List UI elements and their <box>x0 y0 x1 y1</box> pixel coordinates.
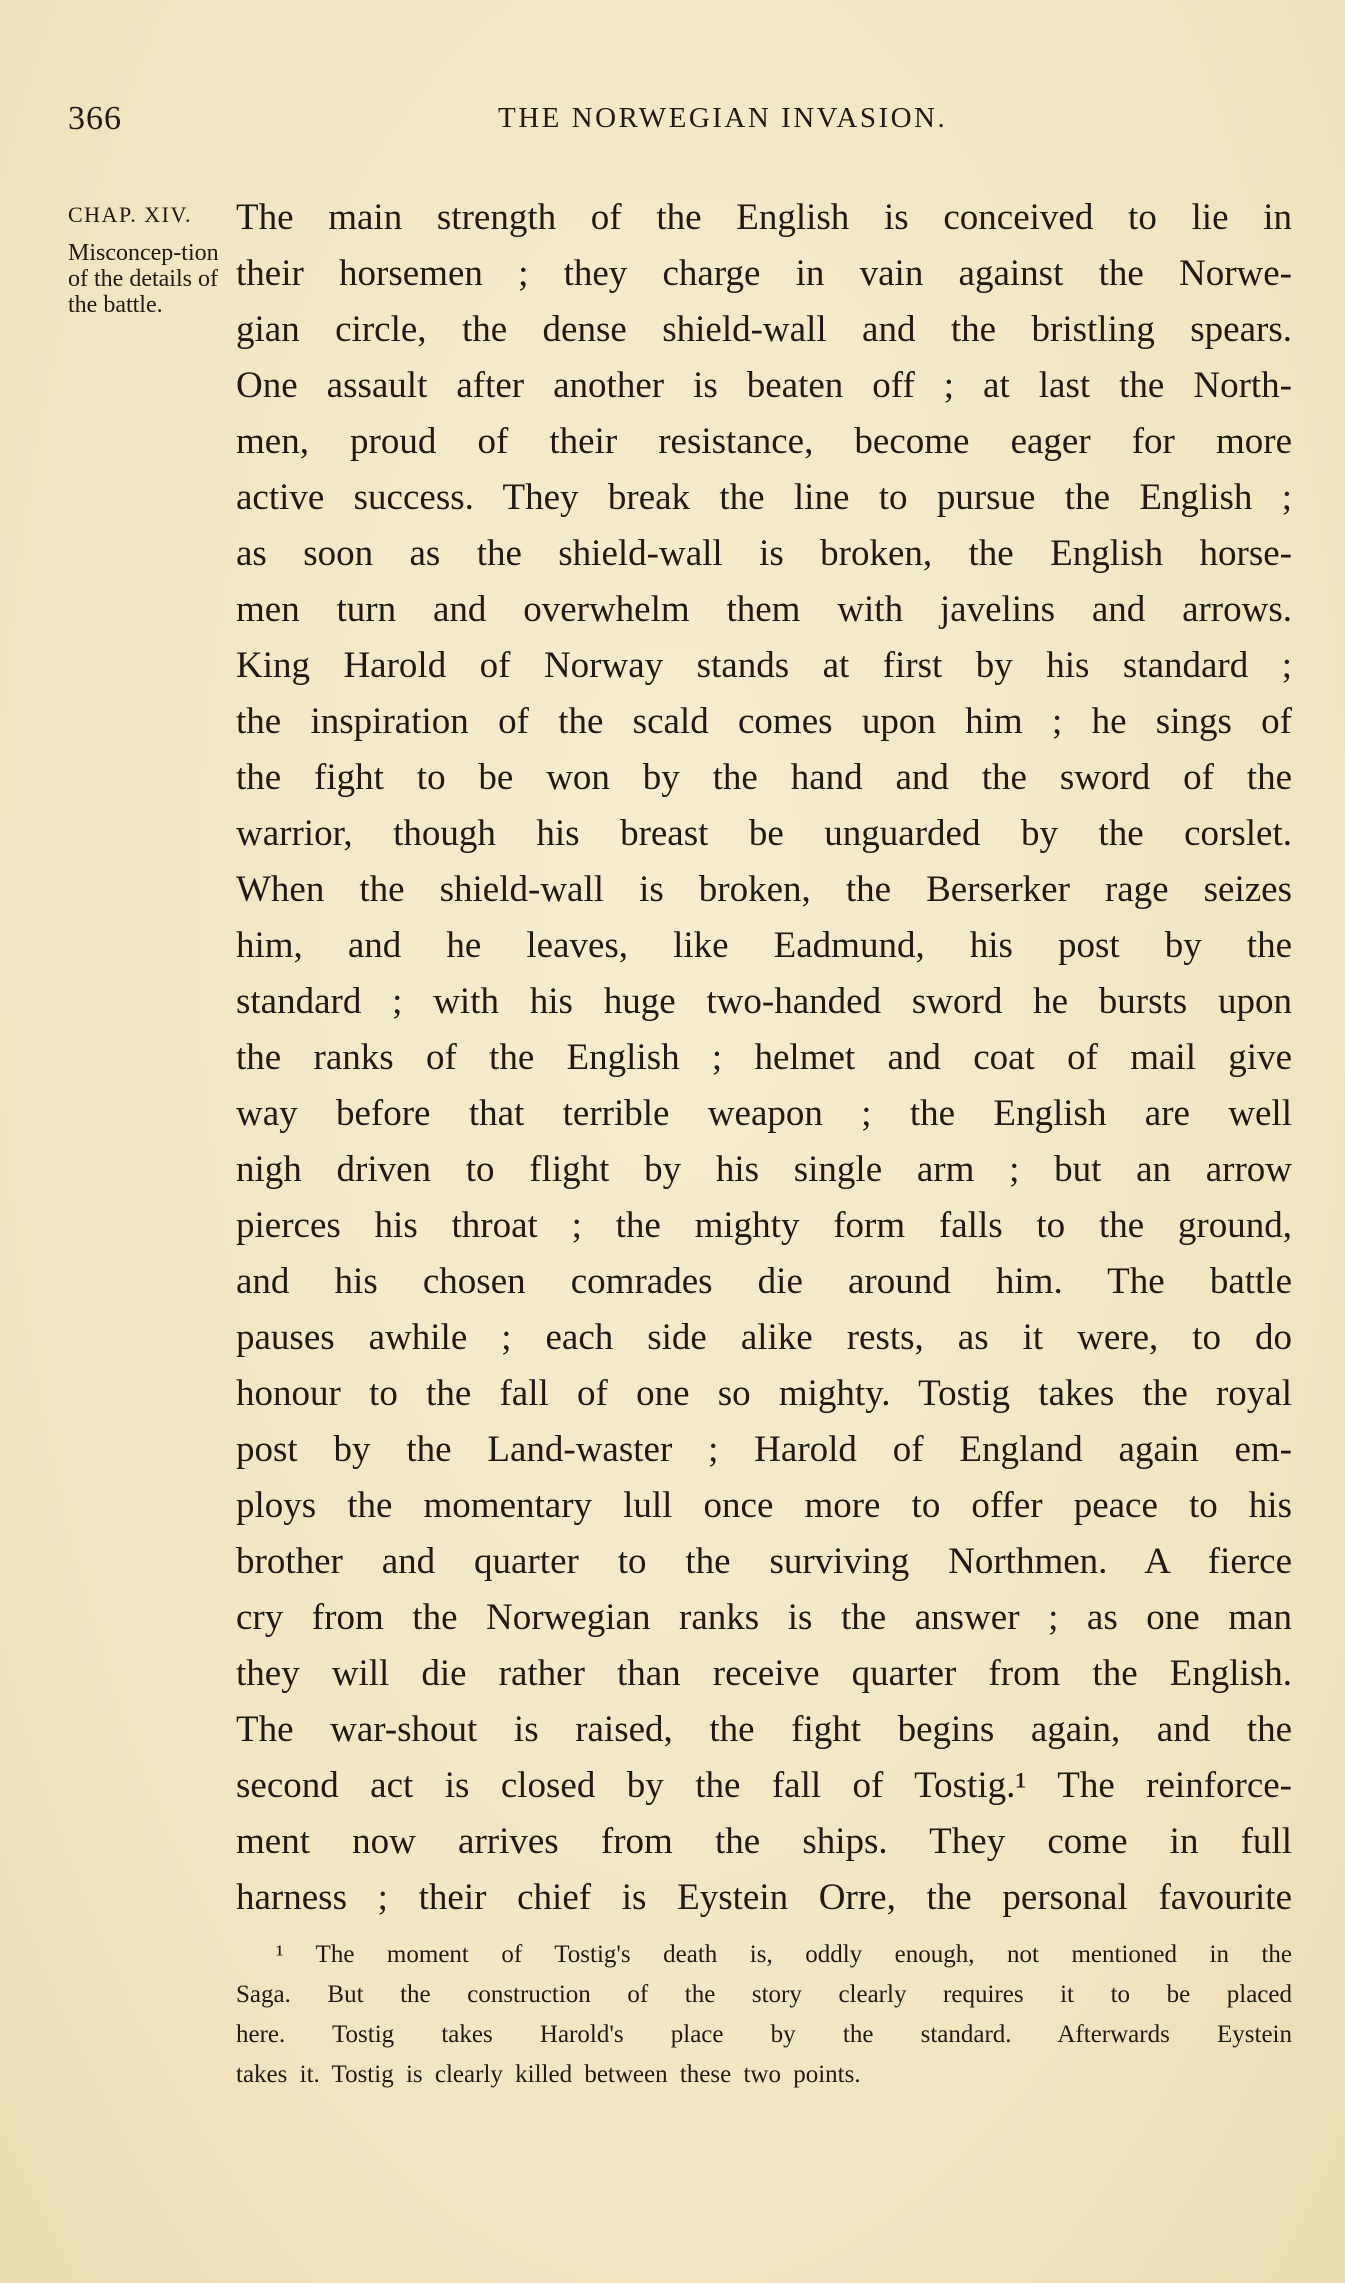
body-line: men, proud of their resistance, become eager for more <box>236 421 1292 462</box>
running-head <box>68 100 1298 150</box>
chapter-label: CHAP. XIV. <box>68 202 193 227</box>
running-title: THE NORWEGIAN INVASION. <box>498 102 948 134</box>
footnote-line: Saga. But the construction of the story clearly requires it to be placed <box>236 1981 1292 2008</box>
body-line: post by the Land-waster ; Harold of England again em- <box>236 1429 1292 1470</box>
body-line: second act is closed by the fall of Tostig.¹ The reinforce- <box>236 1765 1292 1806</box>
body-line: men turn and overwhelm them with javelins and arrows. <box>236 589 1292 630</box>
body-line: gian circle, the dense shield-wall and the bristling spears. <box>236 309 1292 350</box>
body-line: way before that terrible weapon ; the English are well <box>236 1093 1292 1134</box>
body-line: nigh driven to flight by his single arm ; but an arrow <box>236 1149 1292 1190</box>
body-line: pierces his throat ; the mighty form falls to the ground, <box>236 1205 1292 1246</box>
body-line: King Harold of Norway stands at first by his standard ; <box>236 645 1292 686</box>
body-line: brother and quarter to the surviving Northmen. A fierce <box>236 1541 1292 1582</box>
body-line: When the shield-wall is broken, the Berserker rage seizes <box>236 869 1292 910</box>
body-line: active success. They break the line to pursue the English ; <box>236 477 1292 518</box>
body-line: the fight to be won by the hand and the sword of the <box>236 757 1292 798</box>
body-line: and his chosen comrades die around him. The battle <box>236 1261 1292 1302</box>
body-line: pauses awhile ; each side alike rests, as it were, to do <box>236 1317 1292 1358</box>
body-line: cry from the Norwegian ranks is the answer ; as one man <box>236 1597 1292 1638</box>
body-line: harness ; their chief is Eystein Orre, the personal favourite <box>236 1877 1292 1918</box>
body-text <box>236 190 1292 1926</box>
body-line: The war-shout is raised, the fight begins again, and the <box>236 1709 1292 1750</box>
body-line: they will die rather than receive quarter from the English. <box>236 1653 1292 1694</box>
page-number: 366 <box>68 100 122 137</box>
margin-notes <box>68 200 228 318</box>
footnote-line: here. Tostig takes Harold's place by the standard. Afterwards Eystein <box>236 2021 1292 2048</box>
footnote <box>236 1935 1292 2095</box>
body-line: the inspiration of the scald comes upon him ; he sings of <box>236 701 1292 742</box>
body-line: The main strength of the English is conceived to lie in <box>236 197 1292 238</box>
body-line: the ranks of the English ; helmet and coat of mail give <box>236 1037 1292 1078</box>
body-line: warrior, though his breast be unguarded by the corslet. <box>236 813 1292 854</box>
body-line: ploys the momentary lull once more to offer peace to his <box>236 1485 1292 1526</box>
body-line: ment now arrives from the ships. They come in full <box>236 1821 1292 1862</box>
body-line: standard ; with his huge two-handed sword he bursts upon <box>236 981 1292 1022</box>
footnote-line: takes it. Tostig is clearly killed between these two points. <box>236 2061 861 2088</box>
footnote-line: ¹ The moment of Tostig's death is, oddly enough, not mentioned in the <box>276 1941 1292 1968</box>
margin-sidenote: Misconcep-tion of the details of the battle. <box>68 240 219 318</box>
body-line: as soon as the shield-wall is broken, the English horse- <box>236 533 1292 574</box>
body-line: honour to the fall of one so mighty. Tostig takes the royal <box>236 1373 1292 1414</box>
body-line: One assault after another is beaten off ; at last the North- <box>236 365 1292 406</box>
body-line: him, and he leaves, like Eadmund, his post by the <box>236 925 1292 966</box>
body-line: their horsemen ; they charge in vain against the Norwe- <box>236 253 1292 294</box>
